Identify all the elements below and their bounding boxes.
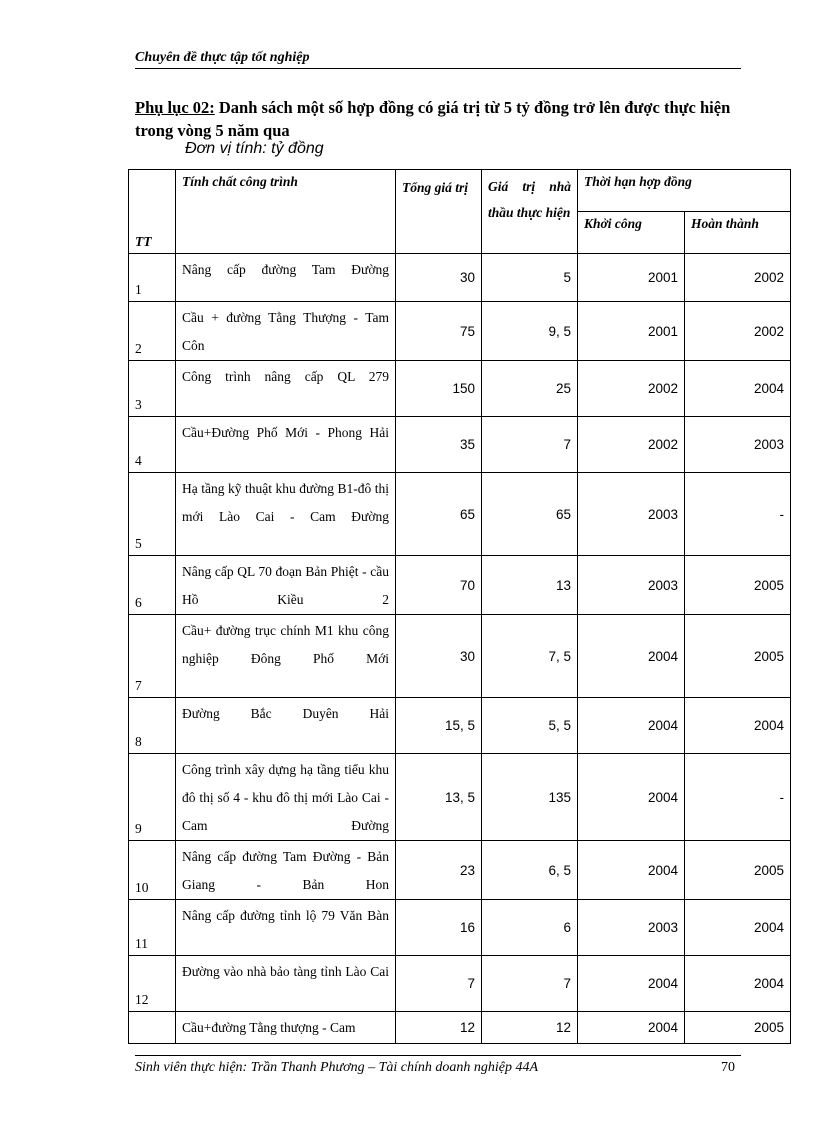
row-name-cell: Đường vào nhà bảo tàng tỉnh Lào Cai — [176, 956, 396, 1012]
row-start-cell: 2003 — [578, 556, 685, 615]
row-end-cell: - — [685, 473, 791, 556]
row-name-cell: Đường Bắc Duyên Hải — [176, 698, 396, 754]
row-name-cell: Công trình nâng cấp QL 279 — [176, 361, 396, 417]
running-footer — [135, 1055, 741, 1076]
row-start-cell: 2004 — [578, 1012, 685, 1044]
row-tt-cell: 7 — [129, 615, 176, 698]
row-tt-cell: 9 — [129, 754, 176, 841]
row-end-cell: 2002 — [685, 254, 791, 302]
header-total: Tổng giá trị — [396, 170, 482, 254]
row-contractor-cell: 6 — [482, 900, 578, 956]
row-contractor-cell: 12 — [482, 1012, 578, 1044]
row-start-cell: 2004 — [578, 841, 685, 900]
row-name-cell: Công trình xây dựng hạ tầng tiểu khu đô thị số 4 - khu đô thị mới Lào Cai - Cam Đường — [176, 754, 396, 841]
row-start-cell: 2004 — [578, 754, 685, 841]
header-start: Khởi công — [578, 212, 685, 254]
contracts-body — [129, 254, 791, 1044]
row-contractor-cell: 135 — [482, 754, 578, 841]
header-contractor: Giá trị nhà thầu thực hiện — [482, 170, 578, 254]
row-tt-cell: 1 — [129, 254, 176, 302]
row-tt-cell: 10 — [129, 841, 176, 900]
row-total-cell: 16 — [396, 900, 482, 956]
running-header: Chuyên đề thực tập tốt nghiệp — [135, 50, 741, 69]
row-end-cell: 2003 — [685, 417, 791, 473]
appendix-title-text: Danh sách một số hợp đồng có giá trị từ 5 tỷ đồng trở lên được thực hiện trong vòng 5 năm qua — [135, 98, 731, 140]
row-tt-cell: 4 — [129, 417, 176, 473]
row-total-cell: 65 — [396, 473, 482, 556]
row-start-cell: 2001 — [578, 254, 685, 302]
row-total-cell: 7 — [396, 956, 482, 1012]
row-name-cell: Cầu+Đường Phố Mới - Phong Hải — [176, 417, 396, 473]
row-end-cell: 2004 — [685, 900, 791, 956]
row-total-cell: 15, 5 — [396, 698, 482, 754]
row-name-cell: Hạ tầng kỹ thuật khu đường B1-đô thị mới Lào Cai - Cam Đường — [176, 473, 396, 556]
row-total-cell: 23 — [396, 841, 482, 900]
footer-text: Sinh viên thực hiện: Trần Thanh Phương – Tài chính doanh nghiệp 44A — [135, 1060, 539, 1075]
table-row — [129, 417, 791, 473]
row-total-cell: 30 — [396, 615, 482, 698]
table-row — [129, 254, 791, 302]
contracts-table — [128, 169, 791, 1044]
table-row — [129, 956, 791, 1012]
header-end: Hoàn thành — [685, 212, 791, 254]
table-row — [129, 754, 791, 841]
row-name-cell: Nâng cấp đường Tam Đường — [176, 254, 396, 302]
row-total-cell: 150 — [396, 361, 482, 417]
row-tt-cell: 2 — [129, 302, 176, 361]
table-row — [129, 361, 791, 417]
table-row — [129, 302, 791, 361]
row-total-cell: 12 — [396, 1012, 482, 1044]
row-start-cell: 2003 — [578, 473, 685, 556]
row-end-cell: 2005 — [685, 615, 791, 698]
row-tt-cell: 8 — [129, 698, 176, 754]
table-row — [129, 615, 791, 698]
table-row — [129, 1012, 791, 1044]
page-number: 70 — [721, 1060, 735, 1075]
row-name-cell: Nâng cấp đường Tam Đường - Bản Giang - Bản Hon — [176, 841, 396, 900]
row-end-cell: 2002 — [685, 302, 791, 361]
row-total-cell: 70 — [396, 556, 482, 615]
row-tt-cell: 5 — [129, 473, 176, 556]
row-contractor-cell: 9, 5 — [482, 302, 578, 361]
unit-note: Đơn vị tính: tỷ đồng — [185, 140, 324, 157]
table-row — [129, 556, 791, 615]
row-name-cell: Cầu+ đường trục chính M1 khu công nghiệp Đông Phố Mới — [176, 615, 396, 698]
row-contractor-cell: 5, 5 — [482, 698, 578, 754]
table-row — [129, 900, 791, 956]
row-start-cell: 2004 — [578, 698, 685, 754]
row-contractor-cell: 5 — [482, 254, 578, 302]
table-row — [129, 473, 791, 556]
row-start-cell: 2004 — [578, 615, 685, 698]
row-total-cell: 30 — [396, 254, 482, 302]
row-total-cell: 35 — [396, 417, 482, 473]
row-contractor-cell: 7 — [482, 417, 578, 473]
table-row — [129, 698, 791, 754]
row-contractor-cell: 13 — [482, 556, 578, 615]
row-start-cell: 2001 — [578, 302, 685, 361]
header-tt: TT — [129, 170, 176, 254]
row-start-cell: 2002 — [578, 417, 685, 473]
row-tt-cell — [129, 1012, 176, 1044]
row-end-cell: 2004 — [685, 956, 791, 1012]
row-tt-cell: 3 — [129, 361, 176, 417]
row-start-cell: 2002 — [578, 361, 685, 417]
row-contractor-cell: 6, 5 — [482, 841, 578, 900]
row-tt-cell: 12 — [129, 956, 176, 1012]
row-end-cell: 2005 — [685, 556, 791, 615]
row-end-cell: 2005 — [685, 841, 791, 900]
header-period: Thời hạn hợp đồng — [578, 170, 791, 212]
appendix-title — [135, 96, 745, 142]
row-tt-cell: 6 — [129, 556, 176, 615]
row-name-cell: Cầu + đường Tằng Thượng - Tam Côn — [176, 302, 396, 361]
row-total-cell: 75 — [396, 302, 482, 361]
row-contractor-cell: 25 — [482, 361, 578, 417]
row-total-cell: 13, 5 — [396, 754, 482, 841]
row-contractor-cell: 7 — [482, 956, 578, 1012]
table-row — [129, 841, 791, 900]
row-contractor-cell: 7, 5 — [482, 615, 578, 698]
row-end-cell: 2004 — [685, 361, 791, 417]
header-name: Tính chất công trình — [176, 170, 396, 254]
row-start-cell: 2004 — [578, 956, 685, 1012]
row-name-cell: Cầu+đường Tằng thượng - Cam — [176, 1012, 396, 1044]
row-end-cell: - — [685, 754, 791, 841]
row-name-cell: Nâng cấp QL 70 đoạn Bản Phiệt - cầu Hồ Kiều 2 — [176, 556, 396, 615]
row-end-cell: 2004 — [685, 698, 791, 754]
appendix-label: Phụ lục 02: — [135, 98, 215, 117]
row-start-cell: 2003 — [578, 900, 685, 956]
row-contractor-cell: 65 — [482, 473, 578, 556]
row-end-cell: 2005 — [685, 1012, 791, 1044]
row-name-cell: Nâng cấp đường tỉnh lộ 79 Văn Bàn — [176, 900, 396, 956]
row-tt-cell: 11 — [129, 900, 176, 956]
